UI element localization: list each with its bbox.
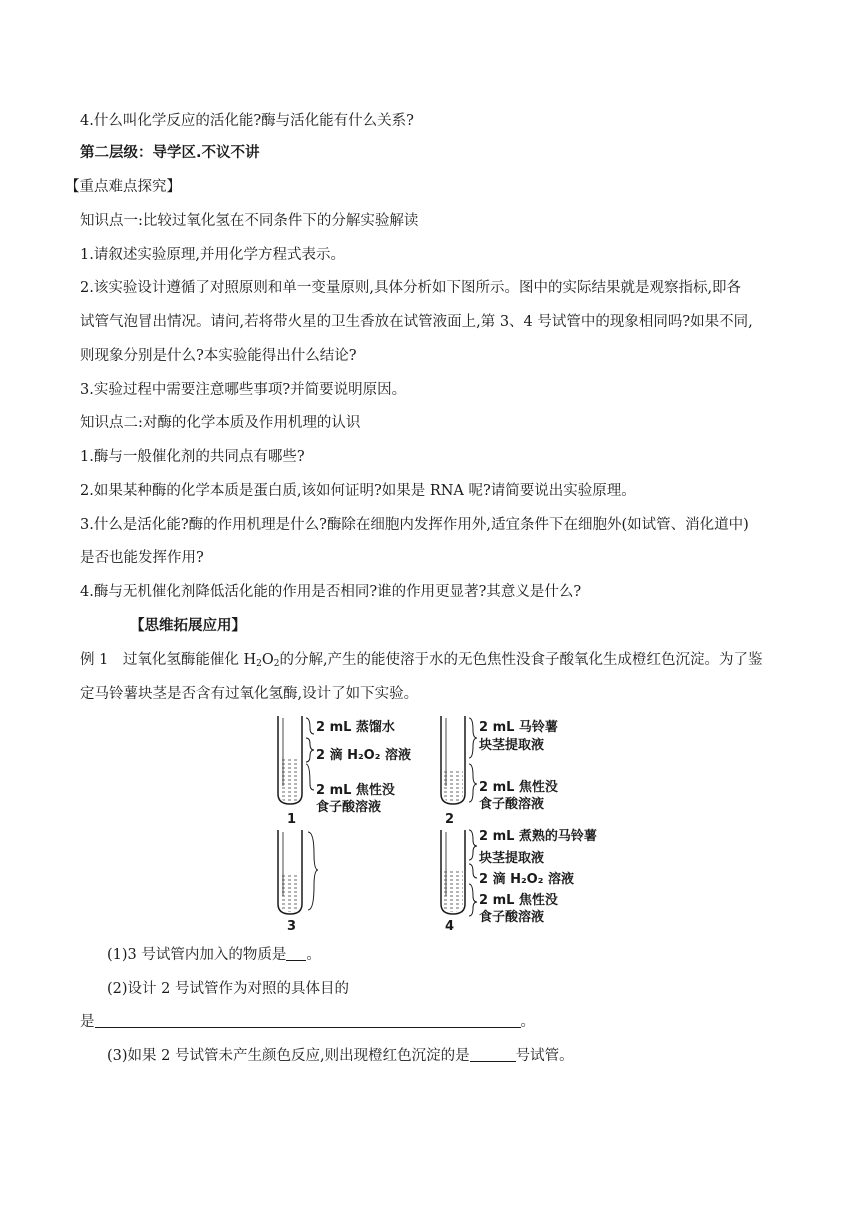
kp1-question-3: 3.实验过程中需要注意哪些事项?并简要说明原因。	[80, 382, 407, 398]
expand-heading: 【思维拓展应用】	[130, 618, 246, 634]
test-tube-3	[278, 830, 318, 934]
sub-question-2-line1: (2)设计 2 号试管作为对照的具体目的	[107, 981, 349, 997]
kp2-title: 知识点二:对酶的化学本质及作用机理的认识	[80, 415, 361, 431]
tube2-number: 2	[445, 812, 455, 827]
intro-question: 4.什么叫化学反应的活化能?酶与活化能有什么关系?	[80, 113, 414, 129]
test-tube-2	[441, 716, 559, 827]
kp2-question-3-line1: 3.什么是活化能?酶的作用机理是什么?酶除在细胞内发挥作用外,适宜条件下在细胞外(如试管、消化道中)	[80, 517, 749, 533]
tube4-label-3: 2 滴 H₂O₂ 溶液	[479, 872, 574, 887]
kp1-question-1: 1.请叙述实验原理,并用化学方程式表示。	[80, 247, 345, 263]
tube2-label-4: 食子酸溶液	[479, 797, 545, 812]
tube4-number: 4	[445, 919, 455, 934]
tube1-label-2: 2 滴 H₂O₂ 溶液	[316, 748, 411, 763]
tube4-label-2: 块茎提取液	[479, 851, 545, 866]
tube1-number: 1	[287, 812, 297, 827]
test-tube-4	[441, 828, 597, 934]
answer-blank-3[interactable]	[470, 1047, 516, 1062]
answer-blank-2[interactable]	[95, 1013, 521, 1028]
kp1-question-2-line2: 试管气泡冒出情况。请问,若将带火星的卫生香放在试管液面上,第 3、4 号试管中的现象相同吗?如果不同,	[80, 314, 753, 330]
tube1-label-4: 食子酸溶液	[316, 800, 382, 815]
tube4-label-5: 食子酸溶液	[479, 910, 545, 925]
kp2-question-2: 2.如果某种酶的化学本质是蛋白质,该如何证明?如果是 RNA 呢?请简要说出实验原理。	[80, 483, 636, 499]
kp1-question-2-line1: 2.该实验设计遵循了对照原则和单一变量原则,具体分析如下图所示。图中的实际结果就是观察指标,即各	[80, 280, 742, 296]
test-tube-1	[278, 716, 411, 827]
tube1-label-3: 2 mL 焦性没	[316, 783, 395, 798]
kp2-question-4: 4.酶与无机催化剂降低活化能的作用是否相同?谁的作用更显著?其意义是什么?	[80, 584, 582, 600]
kp1-question-2-line3: 则现象分别是什么?本实验能得出什么结论?	[80, 348, 357, 364]
kp2-question-3-line2: 是否也能发挥作用?	[80, 550, 204, 566]
level2-heading: 第二层级：导学区.不议不讲	[80, 145, 260, 161]
sub-question-3: (3)如果 2 号试管未产生颜色反应,则出现橙红色沉淀的是 号试管。	[107, 1048, 574, 1064]
tube1-label-1: 2 mL 蒸馏水	[316, 720, 395, 735]
test-tube-figure	[270, 714, 610, 934]
sub-question-1: (1)3 号试管内加入的物质是 。	[107, 947, 321, 963]
sub-question-2-line2: 是 。	[80, 1014, 535, 1030]
example-line1: 例 1 过氧化氢酶能催化 $H_2O_2$的分解,产生的能使溶于水的无色焦性没食子酸氧化生成橙红色沉淀。为了鉴	[80, 652, 763, 669]
tube3-number: 3	[287, 919, 297, 934]
tube4-label-1: 2 mL 煮熟的马铃薯	[479, 829, 597, 844]
kp1-title: 知识点一:比较过氧化氢在不同条件下的分解实验解读	[80, 213, 419, 229]
key-points-heading: 【重点难点探究】	[65, 179, 181, 195]
example-line2: 定马铃薯块茎是否含有过氧化氢酶,设计了如下实验。	[80, 686, 419, 702]
tube2-label-3: 2 mL 焦性没	[479, 780, 558, 795]
tube2-label-1: 2 mL 马铃薯	[479, 720, 558, 735]
tube2-label-2: 块茎提取液	[479, 738, 545, 753]
answer-blank-1[interactable]	[286, 946, 306, 961]
tube4-label-4: 2 mL 焦性没	[479, 893, 558, 908]
kp2-question-1: 1.酶与一般催化剂的共同点有哪些?	[80, 449, 305, 465]
